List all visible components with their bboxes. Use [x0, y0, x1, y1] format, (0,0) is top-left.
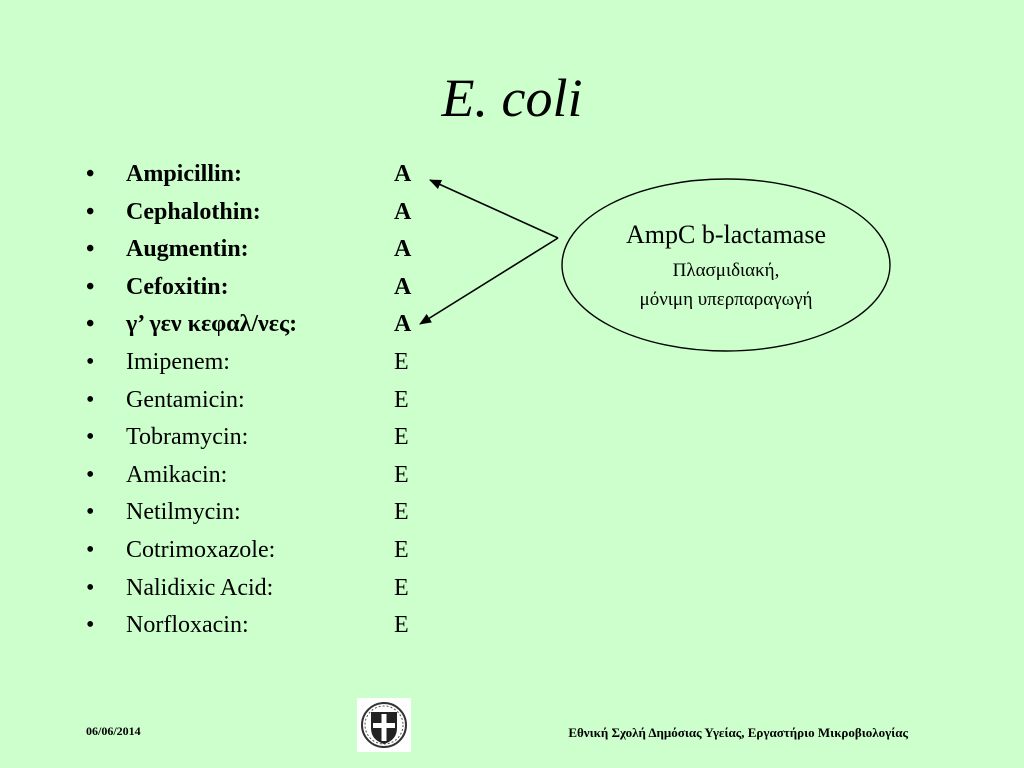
antibiotic-name: Gentamicin:	[126, 386, 245, 413]
antibiotic-name: Amikacin:	[126, 461, 228, 488]
susceptibility-result: A	[394, 273, 412, 300]
bullet-icon: •	[86, 612, 95, 639]
bullet-icon: •	[86, 499, 95, 526]
susceptibility-result: E	[394, 461, 409, 488]
susceptibility-result: E	[394, 424, 409, 451]
antibiotic-name: Netilmycin:	[126, 499, 241, 526]
arrow-to-cephalosporins	[420, 238, 558, 324]
antibiotic-name: Ampicillin:	[126, 161, 243, 187]
antibiotic-name: γ’ γεν κεφαλ/νες:	[126, 311, 298, 338]
bullet-icon: •	[86, 236, 95, 263]
bullet-icon: •	[86, 348, 95, 375]
bullet-icon: •	[86, 386, 95, 413]
bullet-icon: •	[86, 198, 95, 225]
footer-institution: Εθνική Σχολή Δημόσιας Υγείας, Εργαστήριο Μικροβιολογίας	[568, 725, 908, 740]
susceptibility-result: A	[394, 311, 412, 338]
arrow-to-ampicillin	[430, 180, 558, 238]
antibiotic-name: Cotrimoxazole:	[126, 536, 276, 563]
susceptibility-result: E	[394, 574, 409, 601]
susceptibility-result: A	[394, 236, 412, 263]
bullet-icon: •	[86, 424, 95, 451]
susceptibility-result: A	[394, 161, 412, 187]
bullet-icon: •	[86, 311, 95, 338]
callout-line-2: μόνιμη υπερπαραγωγή	[639, 289, 813, 310]
susceptibility-result: E	[394, 612, 409, 639]
antibiotic-name: Tobramycin:	[126, 424, 249, 451]
bullet-icon: •	[86, 574, 95, 601]
greek-coat-of-arms-icon	[357, 698, 411, 752]
bullet-icon: •	[86, 461, 95, 488]
antibiotic-name: Augmentin:	[126, 236, 249, 263]
susceptibility-result: E	[394, 386, 409, 413]
callout-title: AmpC b-lactamase	[626, 220, 826, 249]
slide-title: E. coli	[441, 68, 583, 128]
bullet-icon: •	[86, 161, 95, 187]
callout-line-1: Πλασμιδιακή,	[672, 260, 780, 281]
susceptibility-result: E	[394, 499, 409, 526]
antibiotic-name: Cephalothin:	[126, 198, 261, 225]
bullet-icon: •	[86, 536, 95, 563]
susceptibility-result: E	[394, 536, 409, 563]
bullet-icon: •	[86, 273, 95, 300]
footer-date: 06/06/2014	[86, 724, 141, 738]
susceptibility-result: E	[394, 348, 409, 375]
antibiotic-name: Nalidixic Acid:	[126, 574, 274, 601]
antibiotic-name: Cefoxitin:	[126, 273, 229, 300]
susceptibility-result: A	[394, 198, 412, 225]
antibiotic-name: Norfloxacin:	[126, 612, 249, 639]
antibiotic-name: Imipenem:	[126, 348, 230, 375]
